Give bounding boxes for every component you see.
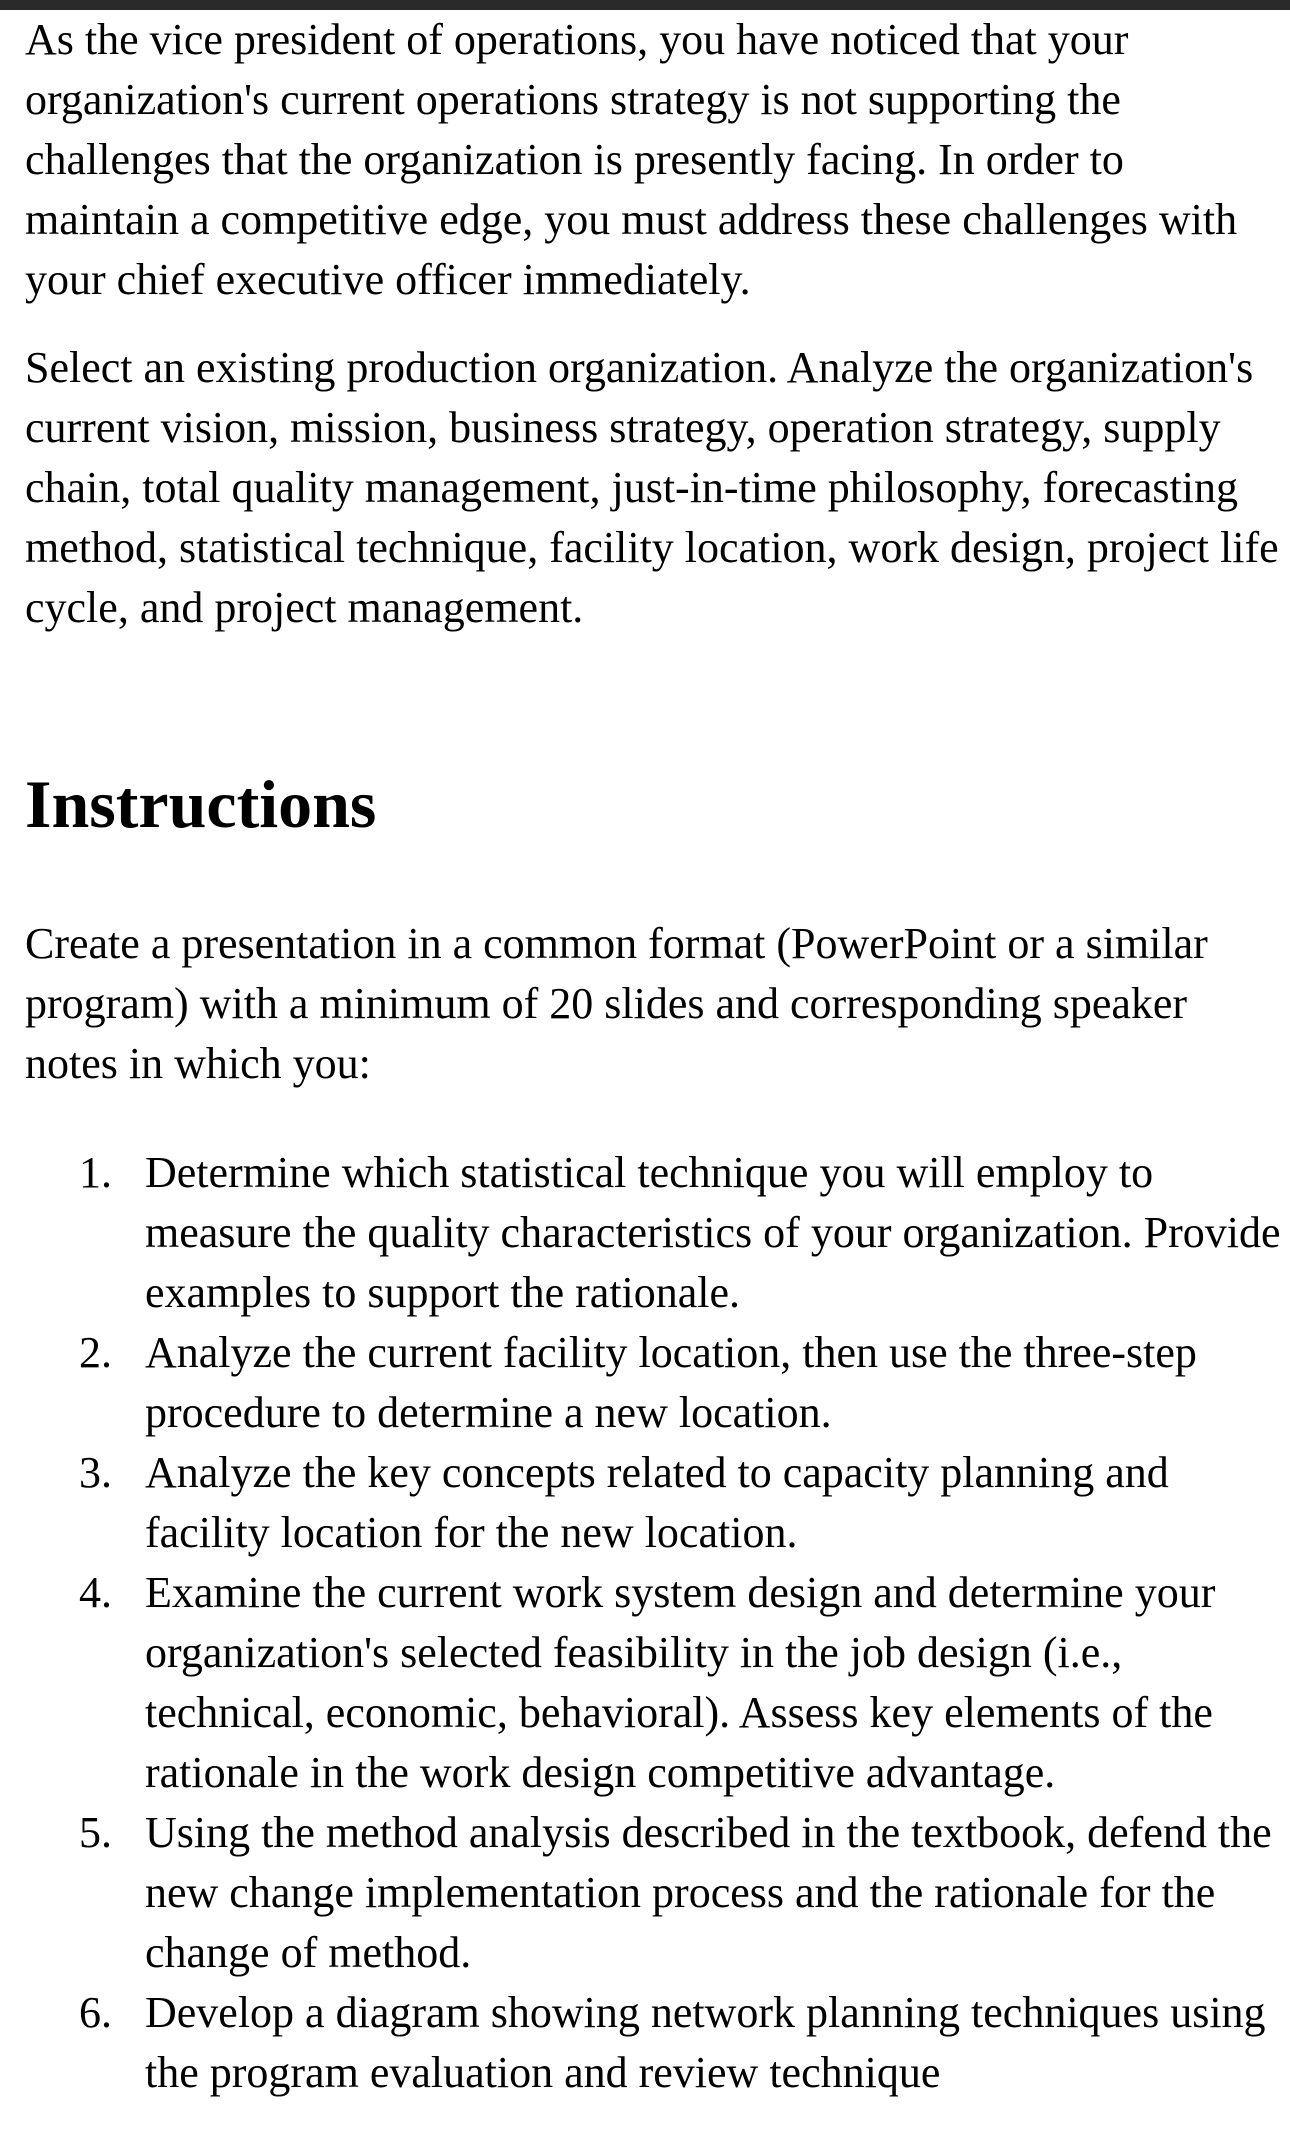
list-item-number: 5. [79,1808,112,1857]
instructions-intro: Create a presentation in a common format (PowerPoint or a similar program) with a minimum of 20 slides and corresponding speaker notes in which you: [25,919,1208,1088]
list-item-number: 3. [79,1448,112,1497]
list-item-text: Examine the current work system design and determine your organization's selected feasibility in the job design (i.e., technical, economic, behavioral). Assess key elements of the rationale in the work design competitive advantage. [145,1568,1216,1797]
list-item-number: 2. [79,1328,112,1377]
instructions-heading: Instructions [25,766,377,842]
list-item-text: Develop a diagram showing network planning techniques using the program evaluation and review technique [145,1988,1266,2097]
list-item [25,1443,1290,1563]
list-item-text: Analyze the current facility location, then use the three-step procedure to determine a new location. [145,1328,1197,1437]
list-item [25,1803,1290,1983]
top-edge-bar [0,0,1290,10]
list-item-number: 6. [79,1988,112,2037]
list-item [25,1563,1290,1803]
instructions-list [25,1143,1290,2103]
list-item [25,1143,1290,1323]
list-item-text: Using the method analysis described in the textbook, defend the new change implementation process and the rationale for the change of method. [145,1808,1272,1977]
intro-paragraph-2: Select an existing production organization. Analyze the organization's current vision, mission, business strategy, operation strategy, supply chain, total quality management, just-in-time philosophy, forecasting method, statistical technique, facility location, work design, project life cycle, and project management. [25,343,1279,632]
list-item-text: Determine which statistical technique you will employ to measure the quality characteristics of your organization. Provide examples to support the rationale. [145,1148,1281,1317]
list-item [25,1983,1290,2103]
intro-paragraph-1: As the vice president of operations, you have noticed that your organization's current operations strategy is not supporting the challenges that the organization is presently facing. In order to maintain a competitive edge, you must address these challenges with your chief executive officer immediately. [25,15,1238,304]
list-item-number: 4. [79,1568,112,1617]
list-item [25,1323,1290,1443]
document-body [25,10,1281,2097]
list-item-text: Analyze the key concepts related to capacity planning and facility location for the new location. [145,1448,1169,1557]
list-item-number: 1. [79,1148,112,1197]
